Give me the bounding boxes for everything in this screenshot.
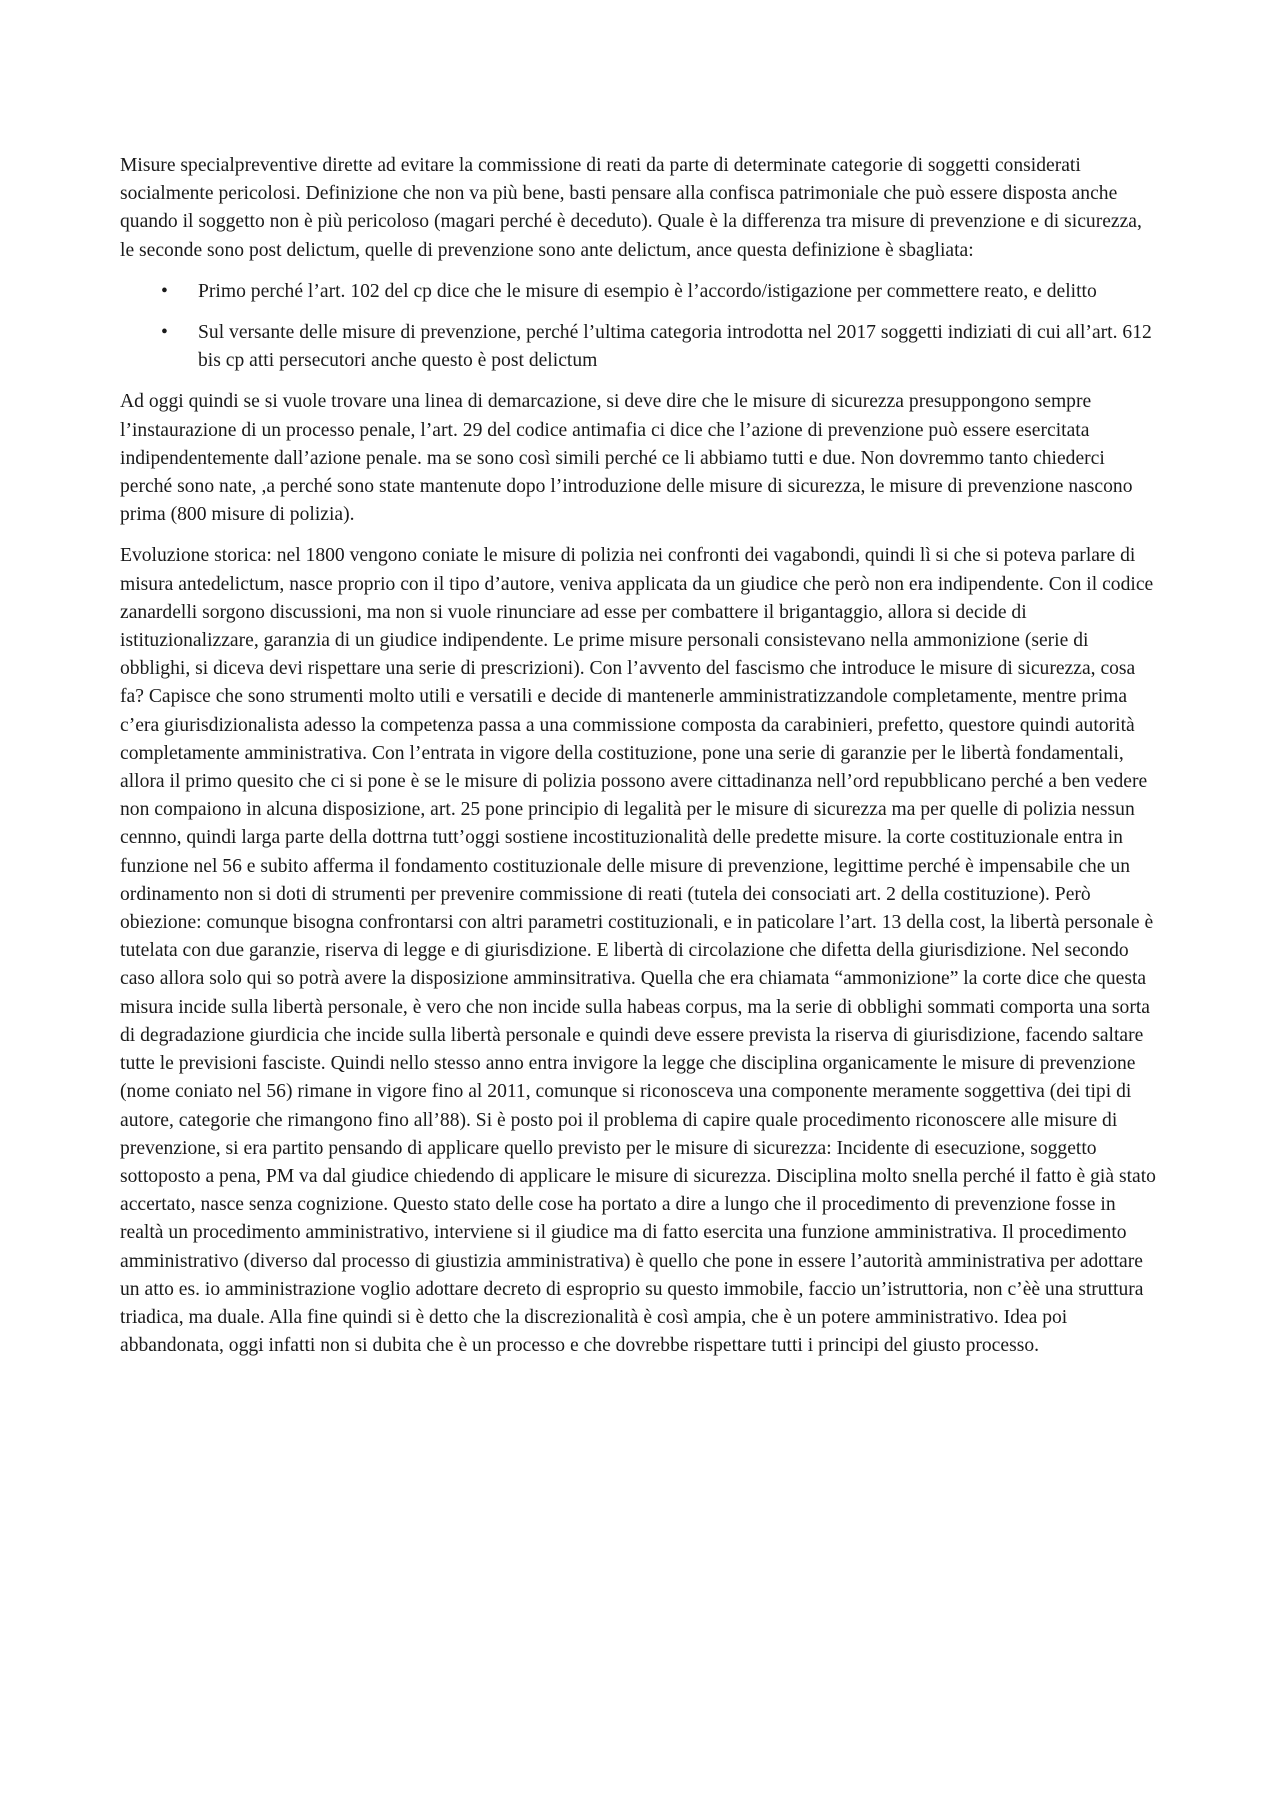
bullet-marker: • bbox=[161, 322, 168, 344]
bullet-marker: • bbox=[161, 280, 168, 302]
paragraph-demarcation: Ad oggi quindi se si vuole trovare una linea di demarcazione, si deve dire che le misure di sicurezza presuppongono sempre l’instaurazione di un processo penale, l’art. 29 del codice antimafia ci dice che l’azione di prevenzione può essere esercitata indipendentemente dall’azione penale. ma se sono così simili perché ce li abbiamo tutti e due. Non dovremmo tanto chiederci perché sono nate, ,a perché sono state mantenute dopo l’introduzione delle misure di sicurezza, le misure di prevenzione nascono prima (800 misure di polizia). bbox=[120, 391, 1133, 526]
list-item bbox=[120, 278, 1160, 306]
document-body bbox=[120, 152, 1160, 1373]
paragraph-intro: Misure specialpreventive dirette ad evitare la commissione di reati da parte di determinate categorie di soggetti considerati socialmente pericolosi. Definizione che non va più bene, basti pensare alla confisca patrimoniale che può essere disposta anche quando il soggetto non è più pericoloso (magari perché è deceduto). Quale è la differenza tra misure di prevenzione e di sicurezza, le seconde sono post delictum, quelle di prevenzione sono ante delictum, ance questa definizione è sbagliata: bbox=[120, 155, 1142, 261]
bullet-list bbox=[120, 278, 1160, 376]
list-item-text: Primo perché l’art. 102 del cp dice che le misure di esempio è l’accordo/istigazione per commettere reato, e delitto bbox=[198, 280, 1097, 302]
paragraph-history: Evoluzione storica: nel 1800 vengono coniate le misure di polizia nei confronti dei vagabondi, quindi lì si che si poteva parlare di misura antedelictum, nasce proprio con il tipo d’autore, veniva applicata da un giudice che però non era indipendente. Con il codice zanardelli sorgono discussioni, ma non si vuole rinunciare ad esse per combattere il brigantaggio, allora si decide di istituzionalizzare, garanzia di un giudice indipendente. Le prime misure personali consistevano nella ammonizione (serie di obblighi, si diceva devi rispettare una serie di prescrizioni). Con l’avvento del fascismo che introduce le misure di sicurezza, cosa fa? Capisce che sono strumenti molto utili e versatili e decide di mantenerle amministratizzandole completamente, mentre prima c’era giurisdizionalista adesso la competenza passa a una commissione composta da carabinieri, prefetto, questore quindi autorità completamente amministrativa. Con l’entrata in vigore della costituzione, pone una serie di garanzie per le libertà fondamentali, allora il primo quesito che ci si pone è se le misure di polizia possono avere cittadinanza nell’ord repubblicano perché a ben vedere non compaiono in alcuna disposizione, art. 25 pone principio di legalità per le misure di sicurezza ma per quelle di polizia nessun cennno, quindi larga parte della dottrna tutt’oggi sostiene incostituzionalità delle predette misure. la corte costituzionale entra in funzione nel 56 e subito afferma il fondamento costituzionale delle misure di prevenzione, legittime perché è impensabile che un ordinamento non si doti di strumenti per prevenire commissione di reati (tutela dei consociati art. 2 della costituzione). Però obiezione: comunque bisogna confrontarsi con altri parametri costituzionali, e in paticolare l’art. 13 della cost, la libertà personale è tutelata con due garanzie, riserva di legge e di giurisdizione. E libertà di circolazione che difetta della giurisdizione. Nel secondo caso allora solo qui so potrà avere la disposizione amminsitrativa. Quella che era chiamata “ammonizione” la corte dice che questa misura incide sulla libertà personale, è vero che non incide sulla habeas corpus, ma la serie di obblighi sommati comporta una sorta di degradazione giurdicia che incide sulla libertà personale e quindi deve essere prevista la riserva di giurisdizione, facendo saltare tutte le previsioni fasciste. Quindi nello stesso anno entra invigore la legge che disciplina organicamente le misure di prevenzione (nome coniato nel 56) rimane in vigore fino al 2011, comunque si riconosceva una componente meramente soggettiva (dei tipi di autore, categorie che rimangono fino all’88). Si è posto poi il problema di capire quale procedimento riconoscere alle misure di prevenzione, si era partito pensando di applicare quello previsto per le misure di sicurezza: Incidente di esecuzione, soggetto sottoposto a pena, PM va dal giudice chiedendo di applicare le misure di sicurezza. Disciplina molto snella perché il fatto è già stato accertato, nasce senza cognizione. Questo stato delle cose ha portato a dire a lungo che il procedimento di prevenzione fosse in realtà un procedimento amministrativo, interviene si il giudice ma di fatto esercita una funzione amministrativa. Il procedimento amministrativo (diverso dal processo di giustizia amministrativa) è quello che pone in essere l’autorità amministrativa per adottare un atto es. io amministrazione voglio adottare decreto di esproprio su questo immobile, faccio un’istruttoria, non c’èè una struttura triadica, ma duale. Alla fine quindi si è detto che la discrezionalità è così ampia, che è un potere amministrativo. Idea poi abbandonata, oggi infatti non si dubita che è un processo e che dovrebbe rispettare tutti i principi del giusto processo. bbox=[120, 545, 1156, 1357]
list-item bbox=[120, 319, 1160, 375]
list-item-text: Sul versante delle misure di prevenzione, perché l’ultima categoria introdotta nel 2017 soggetti indiziati di cui all’art. 612 bis cp atti persecutori anche questo è post delictum bbox=[198, 322, 1152, 372]
